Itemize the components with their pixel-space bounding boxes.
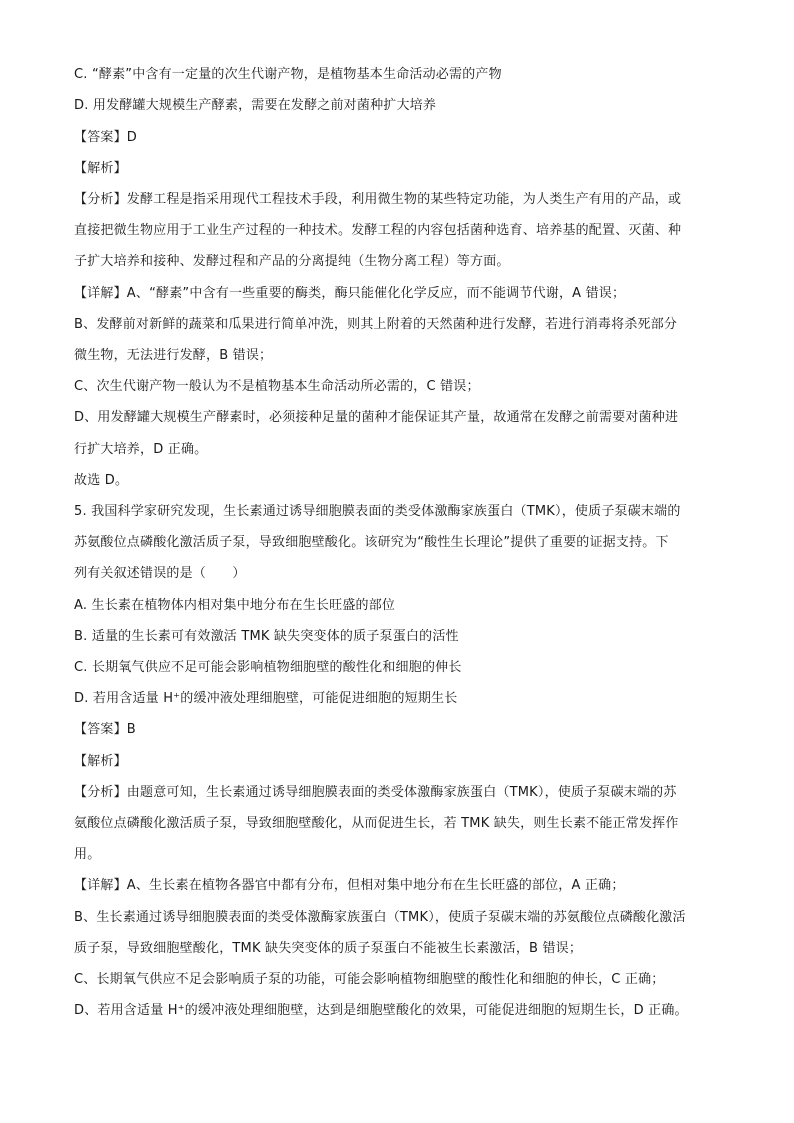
question-5-line: 列有关叙述错误的是（ ） [74,566,246,581]
analysis-text-line: 子扩大培养和接种、发酵过程和产品的分离提纯（生物分离工程）等方面。 [74,254,510,269]
detail-text-line: 【详解】A、生长素在植物各器官中都有分布，但相对集中地分布在生长旺盛的部位，A 正确； [74,878,625,893]
detail-text-line: 质子泵，导致细胞壁酸化，TMK 缺失突变体的质子泵蛋白不能被生长素激活，B 错误； [74,941,583,956]
option-a-line: A. 生长素在植物体内相对集中地分布在生长旺盛的部位 [74,598,396,613]
detail-text-line: B、发酵前对新鲜的蔬菜和瓜果进行简单冲洗，则其上附着的天然菌种进行发酵，若进行消毒将杀死部分 [74,317,678,332]
answer-line: 【答案】B [74,722,136,737]
analysis-text-line: 用。 [74,847,101,862]
detail-text-line: 行扩大培养，D 正确。 [74,442,208,457]
detail-text-line: C、次生代谢产物一般认为不是植物基本生命活动所必需的，C 错误； [74,379,480,394]
option-c-line: C. “酵素”中含有一定量的次生代谢产物，是植物基本生命活动必需的产物 [74,67,502,82]
analysis-text-line: 【分析】发酵工程是指采用现代工程技术手段，利用微生物的某些特定功能，为人类生产有用的产品，或 [74,192,682,207]
analysis-text-line: 直接把微生物应用于工业生产过程的一种技术。发酵工程的内容包括菌种选育、培养基的配置、灭菌、种 [74,223,682,238]
detail-text-line: C、长期氧气供应不足会影响质子泵的功能，可能会影响植物细胞壁的酸性化和细胞的伸长，C 正确； [74,972,665,987]
answer-line: 【答案】D [74,130,138,145]
detail-text-line: 微生物，无法进行发酵，B 错误； [74,348,273,363]
detail-text-line: D、用发酵罐大规模生产酵素时，必须接种足量的菌种才能保证其产量，故通常在发酵之前需要对菌种进 [74,410,679,425]
analysis-heading: 【解析】 [74,754,127,769]
detail-text-line: B、生长素通过诱导细胞膜表面的类受体激酶家族蛋白（TMK），使质子泵碳末端的苏氨酸位点磷酸化激活 [74,910,686,925]
option-c-line: C. 长期氧气供应不足可能会影响植物细胞壁的酸性化和细胞的伸长 [74,660,462,675]
option-b-line: B. 适量的生长素可有效激活 TMK 缺失突变体的质子泵蛋白的活性 [74,629,459,644]
question-5-line: 苏氨酸位点磷酸化激活质子泵，导致细胞壁酸化。该研究为“酸性生长理论”提供了重要的证据支持。下 [74,535,669,550]
detail-text-line: 【详解】A、“酵素”中含有一些重要的酶类，酶只能催化化学反应，而不能调节代谢，A 错误； [74,286,626,301]
analysis-text-line: 氨酸位点磷酸化激活质子泵，导致细胞壁酸化，从而促进生长，若 TMK 缺失，则生长素不能正常发挥作 [74,816,679,831]
analysis-heading: 【解析】 [74,161,127,176]
option-d-line: D. 若用含适量 H⁺的缓冲液处理细胞壁，可能促进细胞的短期生长 [74,691,458,706]
question-5-line: 5. 我国科学家研究发现，生长素通过诱导细胞膜表面的类受体激酶家族蛋白（TMK），使质子泵碳末端的 [74,504,681,519]
option-d-line: D. 用发酵罐大规模生产酵素，需要在发酵之前对菌种扩大培养 [74,98,437,113]
analysis-text-line: 【分析】由题意可知，生长素通过诱导细胞膜表面的类受体激酶家族蛋白（TMK），使质子泵碳末端的苏 [74,785,677,800]
detail-text-line: D、若用含适量 H⁺的缓冲液处理细胞壁，达到是细胞壁酸化的效果，可能促进细胞的短期生长，D 正确。 [74,1003,688,1018]
choice-line: 故选 D。 [74,473,129,488]
